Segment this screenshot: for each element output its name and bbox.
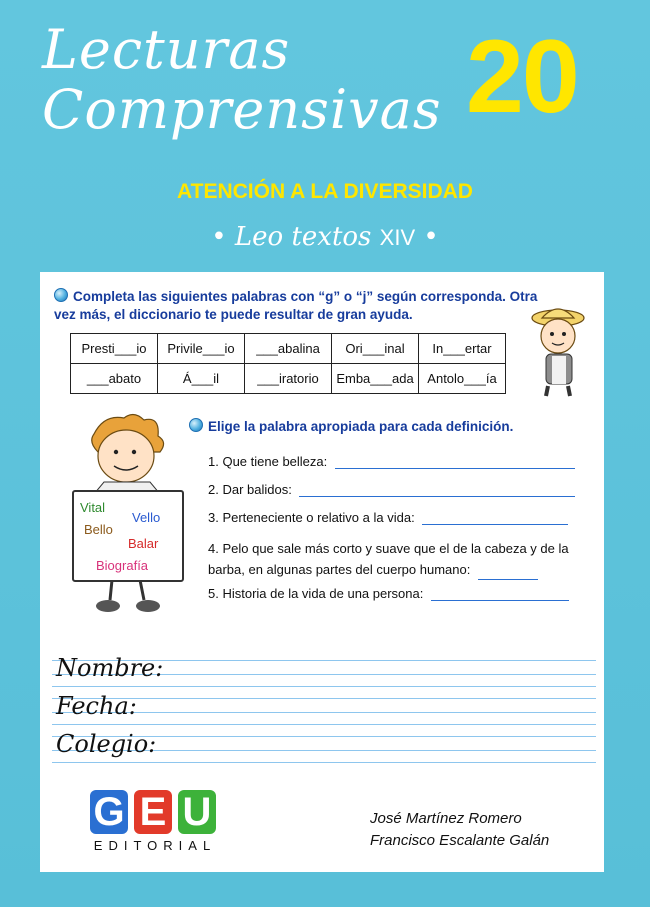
table-cell: Presti___io [71,334,158,364]
school-label: Colegio: [56,730,157,758]
exercise-2-instruction: Elige la palabra apropiada para cada definición. [189,418,589,436]
series-bullet-left: • [211,222,227,252]
list-item: 3. Perteneciente o relativo a la vida: [208,510,568,525]
divider [52,724,596,725]
table-cell: ___abalina [245,334,332,364]
answer-line[interactable] [422,512,568,525]
author-name: Francisco Escalante Galán [370,832,550,849]
series-bullet-right: • [423,222,439,252]
answer-line[interactable] [299,484,575,497]
list-item: 2. Dar balidos: [208,482,575,497]
board-word: Biografía [96,558,149,573]
bullet-icon [189,418,203,432]
board-word: Bello [84,522,113,537]
logo-letter: G [90,790,128,834]
table-cell: In___ertar [419,334,506,364]
publisher-name: EDITORIAL [93,838,217,853]
table-cell: Privile___io [158,334,245,364]
bullet-icon [54,288,68,302]
volume-number: 20 [466,19,578,135]
word-table [70,333,506,394]
list-item: 1. Que tiene belleza: [208,454,575,469]
table-cell: Ori___inal [332,334,419,364]
name-label: Nombre: [56,654,164,682]
author-name: José Martínez Romero [370,810,522,827]
boy-with-hat-illustration [528,306,596,398]
title-line-1: Lecturas [42,18,291,81]
list-item: 4. Pelo que sale más corto y suave que el de la cabeza y de la barba, en algunas partes del cuerpo humano: [208,538,590,580]
series-label [0,222,650,252]
table-row [71,364,506,394]
logo-letter: U [178,790,216,834]
table-cell: ___abato [71,364,158,394]
divider [52,762,596,763]
list-item: 5. Historia de la vida de una persona: [208,586,569,601]
table-cell: Antolo___ía [419,364,506,394]
divider [52,686,596,687]
logo-letter: E [134,790,172,834]
board-word: Vello [132,510,161,525]
table-cell: ___iratorio [245,364,332,394]
title-line-2: Comprensivas [42,78,442,141]
table-row [71,334,506,364]
date-label: Fecha: [56,692,137,720]
board-word: Balar [128,536,159,551]
exercise-1-instruction: Completa las siguientes palabras con “g” o “j” según corresponda. Otra vez más, el diccionario te puede resultar de gran ayuda. [54,289,538,322]
series-text: Leo textos [234,222,372,252]
answer-line[interactable] [431,588,569,601]
table-cell: Á___il [158,364,245,394]
word-board [72,490,184,582]
series-roman: XIV [379,225,416,250]
subtitle: ATENCIÓN A LA DIVERSIDAD [177,180,473,203]
board-word: Vital [80,500,106,515]
authors [370,808,549,852]
answer-line[interactable] [335,456,575,469]
answer-line[interactable] [478,567,538,580]
table-cell: Emba___ada [332,364,419,394]
